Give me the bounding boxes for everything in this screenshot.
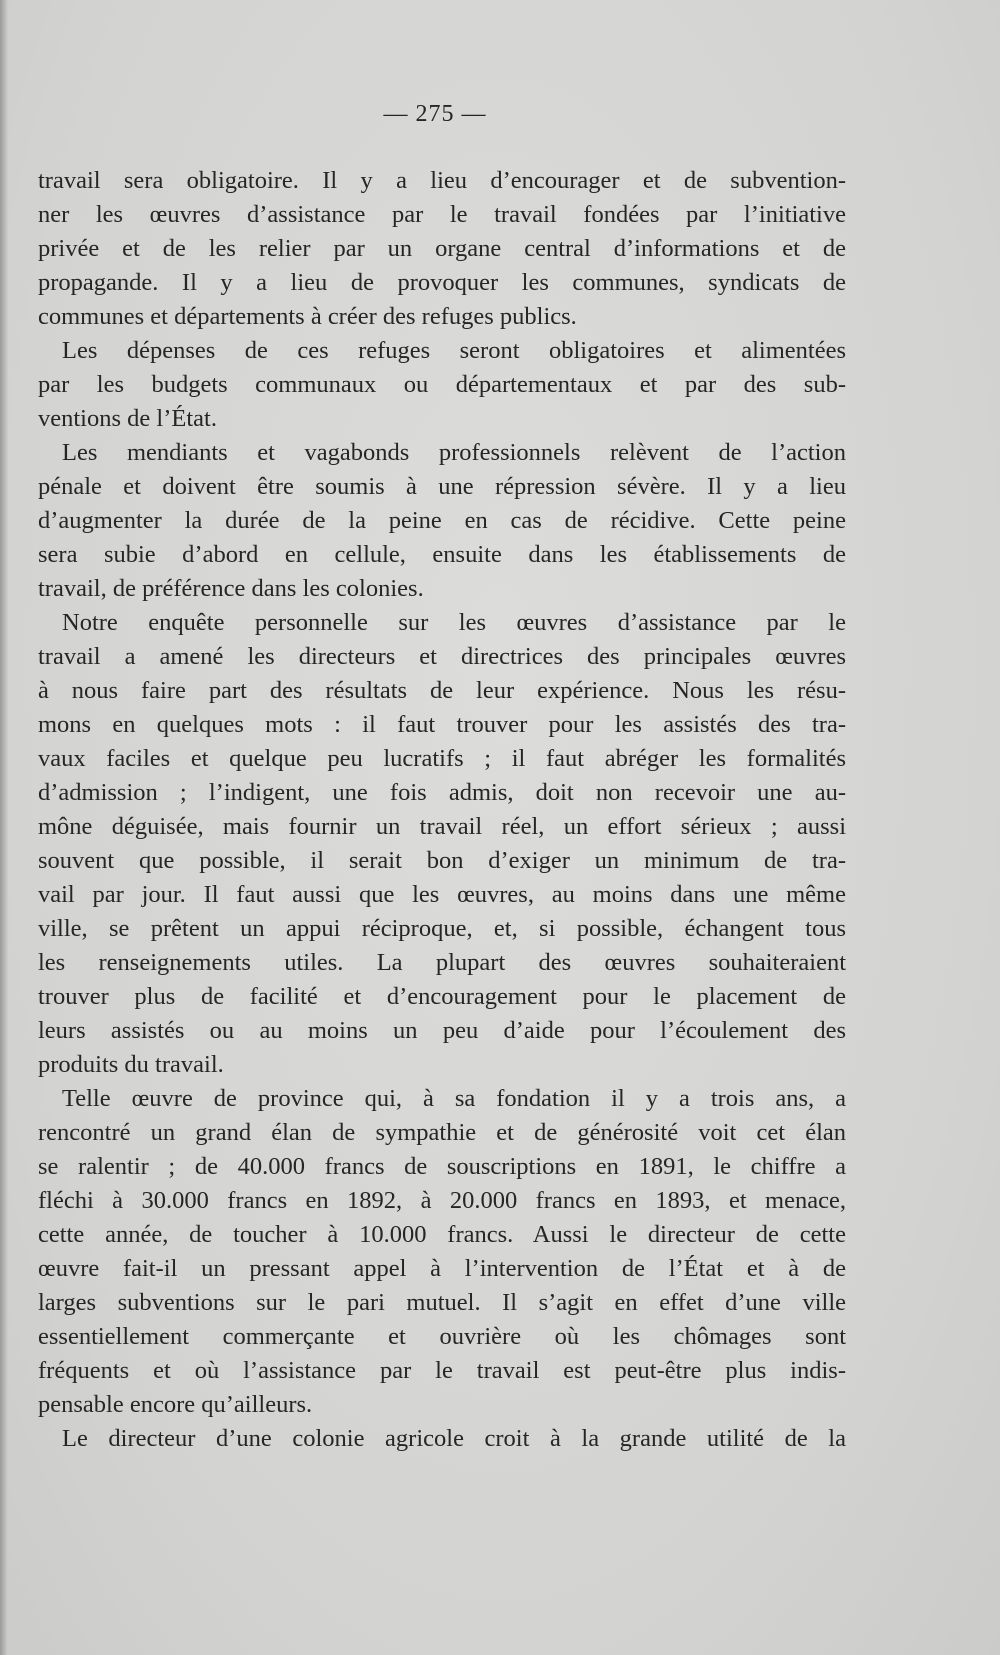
text-line: Les mendiants et vagabonds professionnels relèvent de l’action [62, 439, 846, 466]
text-line: d’admission ; l’indigent, une fois admis, doit non recevoir une au- [38, 779, 846, 806]
text-line: mône déguisée, mais fournir un travail réel, un effort sérieux ; aussi [38, 813, 846, 840]
text-line: essentiellement commerçante et ouvrière où les chômages sont [38, 1323, 846, 1350]
page-binding-edge [0, 0, 8, 1655]
page-number: — 275 — [383, 101, 487, 127]
text-line: d’augmenter la durée de la peine en cas de récidive. Cette peine [38, 507, 846, 534]
text-line: par les budgets communaux ou départementaux et par des sub- [38, 371, 846, 398]
text-line: pénale et doivent être soumis à une répression sévère. Il y a lieu [38, 473, 846, 500]
text-line: pensable encore qu’ailleurs. [38, 1391, 313, 1418]
text-line: rencontré un grand élan de sympathie et de générosité voit cet élan [38, 1119, 846, 1146]
text-line: fréquents et où l’assistance par le travail est peut-être plus indis- [38, 1357, 846, 1384]
text-line: vaux faciles et quelque peu lucratifs ; il faut abréger les formalités [38, 745, 846, 772]
text-line: sera subie d’abord en cellule, ensuite dans les établissements de [38, 541, 846, 568]
text-line: trouver plus de facilité et d’encouragement pour le placement de [38, 983, 846, 1010]
text-line: Les dépenses de ces refuges seront obligatoires et alimentées [62, 337, 846, 364]
text-line: Le directeur d’une colonie agricole croit à la grande utilité de la [62, 1425, 846, 1452]
body-text [38, 164, 846, 1456]
text-line: propagande. Il y a lieu de provoquer les communes, syndicats de [38, 269, 846, 296]
text-line: cette année, de toucher à 10.000 francs. Aussi le directeur de cette [38, 1221, 846, 1248]
text-line: produits du travail. [38, 1051, 224, 1078]
text-line: souvent que possible, il serait bon d’exiger un minimum de tra- [38, 847, 846, 874]
text-line: les renseignements utiles. La plupart des œuvres souhaiteraient [38, 949, 846, 976]
text-line: leurs assistés ou au moins un peu d’aide pour l’écoulement des [38, 1017, 846, 1044]
text-line: à nous faire part des résultats de leur expérience. Nous les résu- [38, 677, 846, 704]
text-line: se ralentir ; de 40.000 francs de souscriptions en 1891, le chiffre a [38, 1153, 846, 1180]
text-line: communes et départements à créer des refuges publics. [38, 303, 577, 330]
text-line: travail sera obligatoire. Il y a lieu d’encourager et de subvention- [38, 167, 846, 194]
text-line: ner les œuvres d’assistance par le travail fondées par l’initiative [38, 201, 846, 228]
text-line: mons en quelques mots : il faut trouver pour les assistés des tra- [38, 711, 846, 738]
text-line: ventions de l’État. [38, 405, 217, 432]
text-line: fléchi à 30.000 francs en 1892, à 20.000 francs en 1893, et menace, [38, 1187, 846, 1214]
text-line: Notre enquête personnelle sur les œuvres d’assistance par le [62, 609, 846, 636]
text-line: larges subventions sur le pari mutuel. Il s’agit en effet d’une ville [38, 1289, 846, 1316]
text-line: vail par jour. Il faut aussi que les œuvres, au moins dans une même [38, 881, 846, 908]
text-line: ville, se prêtent un appui réciproque, et, si possible, échangent tous [38, 915, 846, 942]
text-line: travail a amené les directeurs et directrices des principales œuvres [38, 643, 846, 670]
text-line: œuvre fait-il un pressant appel à l’intervention de l’État et à de [38, 1255, 846, 1282]
text-line: privée et de les relier par un organe central d’informations et de [38, 235, 846, 262]
text-line: Telle œuvre de province qui, à sa fondation il y a trois ans, a [62, 1085, 846, 1112]
text-line: travail, de préférence dans les colonies. [38, 575, 424, 602]
